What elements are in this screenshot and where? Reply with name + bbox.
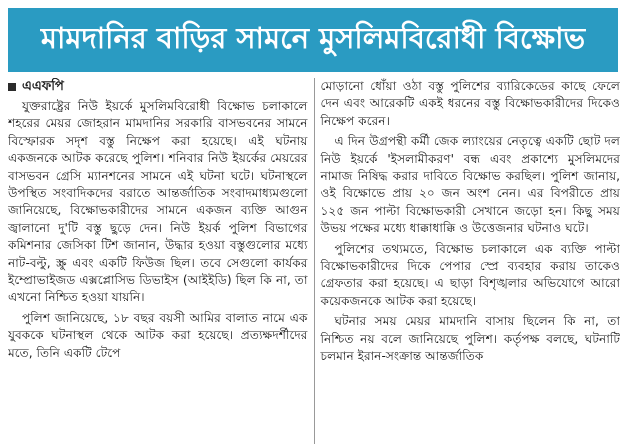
square-bullet-icon xyxy=(8,83,16,91)
byline-source: এএফপি xyxy=(22,78,64,94)
byline xyxy=(8,78,308,96)
paragraph: পুলিশের তথ্যমতে, বিক্ষোভ চলাকালে এক ব্যক্তি পাল্টা বিক্ষোভকারীদের দিকে পেপার স্প্রে ব্যবহার করায় তাকেও গ্রেফতার করা হয়েছে। এ ছাড়া বিশৃঙ্খলার অভিযোগে আরো কয়েকজনকে আটক করা হয়েছে। xyxy=(320,241,620,308)
paragraph: যুক্তরাষ্ট্রের নিউ ইয়র্কে মুসলিমবিরোধী বিক্ষোভ চলাকালে শহরের মেয়র জোহরান মামদানির সরকারি বাসভবনের সামনে বিস্ফোরক সদৃশ বস্তু নিক্ষেপ করা হয়েছে। এই ঘটনায় একজনকে আটক করেছে পুলিশ। শনিবার নিউ ইয়র্কের মেয়রের বাসভবন গ্রেসি ম্যানশনের সামনে এই ঘটনা ঘটে। ঘটনাস্থলে উপস্থিত সংবাদিকদের বরাতে আন্তর্জাতিক সংবাদমাধ্যমগুলো জানিয়েছে, বিক্ষোভকারীদের সামনে একজন ব্যক্তি আগুন জ্বালানো দু'টি বস্তু ছুড়ে দেন। নিউ ইয়র্ক পুলিশ বিভাগের কমিশনার জেসিকা টিশ জানান, উদ্ধার হওয়া বস্তুগুলোর মধ্যে নাট-বল্টু, স্ক্রু এবং একটি ফিউজ ছিল। তবে সেগুলো কার্যকর ইম্প্রোভাইজড এক্সপ্লোসিভ ডিভাইস (আইইডি) ছিল কি না, তা এখনো নিশ্চিত হওয়া যায়নি। xyxy=(8,99,308,305)
right-column xyxy=(315,78,621,444)
paragraph: মোড়ানো ধোঁয়া ওঠা বস্তু পুলিশের ব্যারিকেডের কাছে ফেলে দেন এবং আরেকটি একই ধরনের বস্তু বিক্ষোভকারীদের দিকেও নিক্ষেপ করেন। xyxy=(320,79,620,128)
headline: মামদানির বাড়ির সামনে মুসলিমবিরোধী বিক্ষোভ xyxy=(40,20,586,55)
paragraph: পুলিশ জানিয়েছে, ১৮ বছর বয়সী আমির বালাত নামে এক যুবককে ঘটনাস্থল থেকে আটক করা হয়েছে। প্রত্যক্ষদর্শীদের মতে, তিনি একটি টেপে xyxy=(8,310,308,360)
left-column xyxy=(8,78,315,444)
paragraph: ঘটনার সময় মেয়র মামদানি বাসায় ছিলেন কি না, তা নিশ্চিত নয় বলে জানিয়েছে পুলিশ। কর্তৃপক্ষ বলছে, ঘটনাটি চলমান ইরান-সংক্রান্ত আন্তর্জাতিক xyxy=(320,314,620,364)
headline-banner xyxy=(8,8,618,72)
article-body xyxy=(8,78,620,444)
paragraph: এ দিন উগ্রপন্থী কর্মী জেক ল্যাংয়ের নেতৃত্বে একটি ছোট দল নিউ ইয়র্কে 'ইসলামীকরণ' বন্ধ এবং প্রকাশ্যে মুসলিমদের নামাজ নিষিদ্ধ করার দাবিতে বিক্ষোভ করছিল। পুলিশ জানায়, ওই বিক্ষোভে প্রায় ২০ জন অংশ নেন। এর বিপরীতে প্রায় ১২৫ জন পাল্টা বিক্ষোভকারী সেখানে জড়ো হন। কিছু সময় উভয় পক্ষের মধ্যে ধাক্কাধাক্কি ও উত্তেজনার ঘটনাও ঘটে। xyxy=(320,134,620,236)
